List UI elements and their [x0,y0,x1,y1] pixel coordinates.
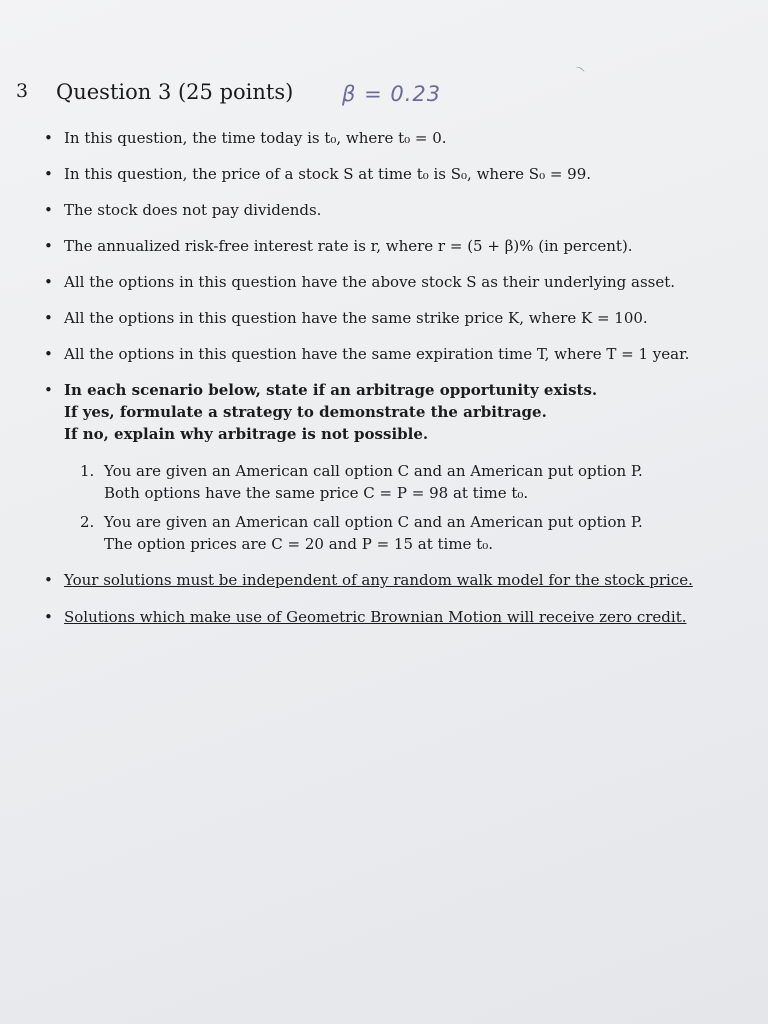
scenario-number: 2. [80,513,95,531]
bullet-underlying-asset: • All the options in this question have the above stock S as their underlying asset. [44,273,676,291]
instruction-line-1: In each scenario below, state if an arbitrage opportunity exists. [64,381,598,399]
handwritten-beta-note: β = 0.23 [342,82,442,106]
pen-mark: ⌒ [570,65,586,81]
bullet-strike-price: • All the options in this question have the same strike price K, where K = 100. [44,309,648,327]
bullet-icon: • [44,381,53,399]
bullet-instruction [44,379,734,445]
bullet-icon: • [44,129,53,147]
bullet-icon: • [44,608,53,626]
scenario-line-2: Both options have the same price C = P = 98 at time t₀. [104,484,529,502]
note-gbm-zero-credit: • Solutions which make use of Geometric Brownian Motion will receive zero credit. [44,608,687,626]
bullet-no-dividends: • The stock does not pay dividends. [44,201,322,219]
instruction-line-2: If yes, formulate a strategy to demonstrate the arbitrage. [64,403,547,421]
instruction-line-3: If no, explain why arbitrage is not possible. [64,425,429,443]
bullet-icon: • [44,273,53,291]
scenario-line-2: The option prices are C = 20 and P = 15 at time t₀. [104,535,494,553]
question-number: 3 [16,80,29,102]
scenario-line-1: You are given an American call option C and an American put option P. [104,513,643,531]
note-independent-model: • Your solutions must be independent of any random walk model for the stock price. [44,571,693,589]
scenario-line-1: You are given an American call option C and an American put option P. [104,462,643,480]
bullet-icon: • [44,345,53,363]
bullet-icon: • [44,571,53,589]
scenario-2 [80,511,700,555]
scenario-number: 1. [80,462,95,480]
question-title: Question 3 (25 points) [56,80,294,104]
bullet-icon: • [44,201,53,219]
bullet-risk-free-rate: • The annualized risk-free interest rate is r, where r = (5 + β)% (in percent). [44,237,633,255]
bullet-icon: • [44,237,53,255]
scenario-1 [80,460,700,504]
bullet-icon: • [44,165,53,183]
bullet-time-today: • In this question, the time today is t₀, where t₀ = 0. [44,129,447,147]
bullet-stock-price: • In this question, the price of a stock S at time t₀ is S₀, where S₀ = 99. [44,165,592,183]
bullet-icon: • [44,309,53,327]
bullet-expiration: • All the options in this question have the same expiration time T, where T = 1 year. [44,345,690,363]
